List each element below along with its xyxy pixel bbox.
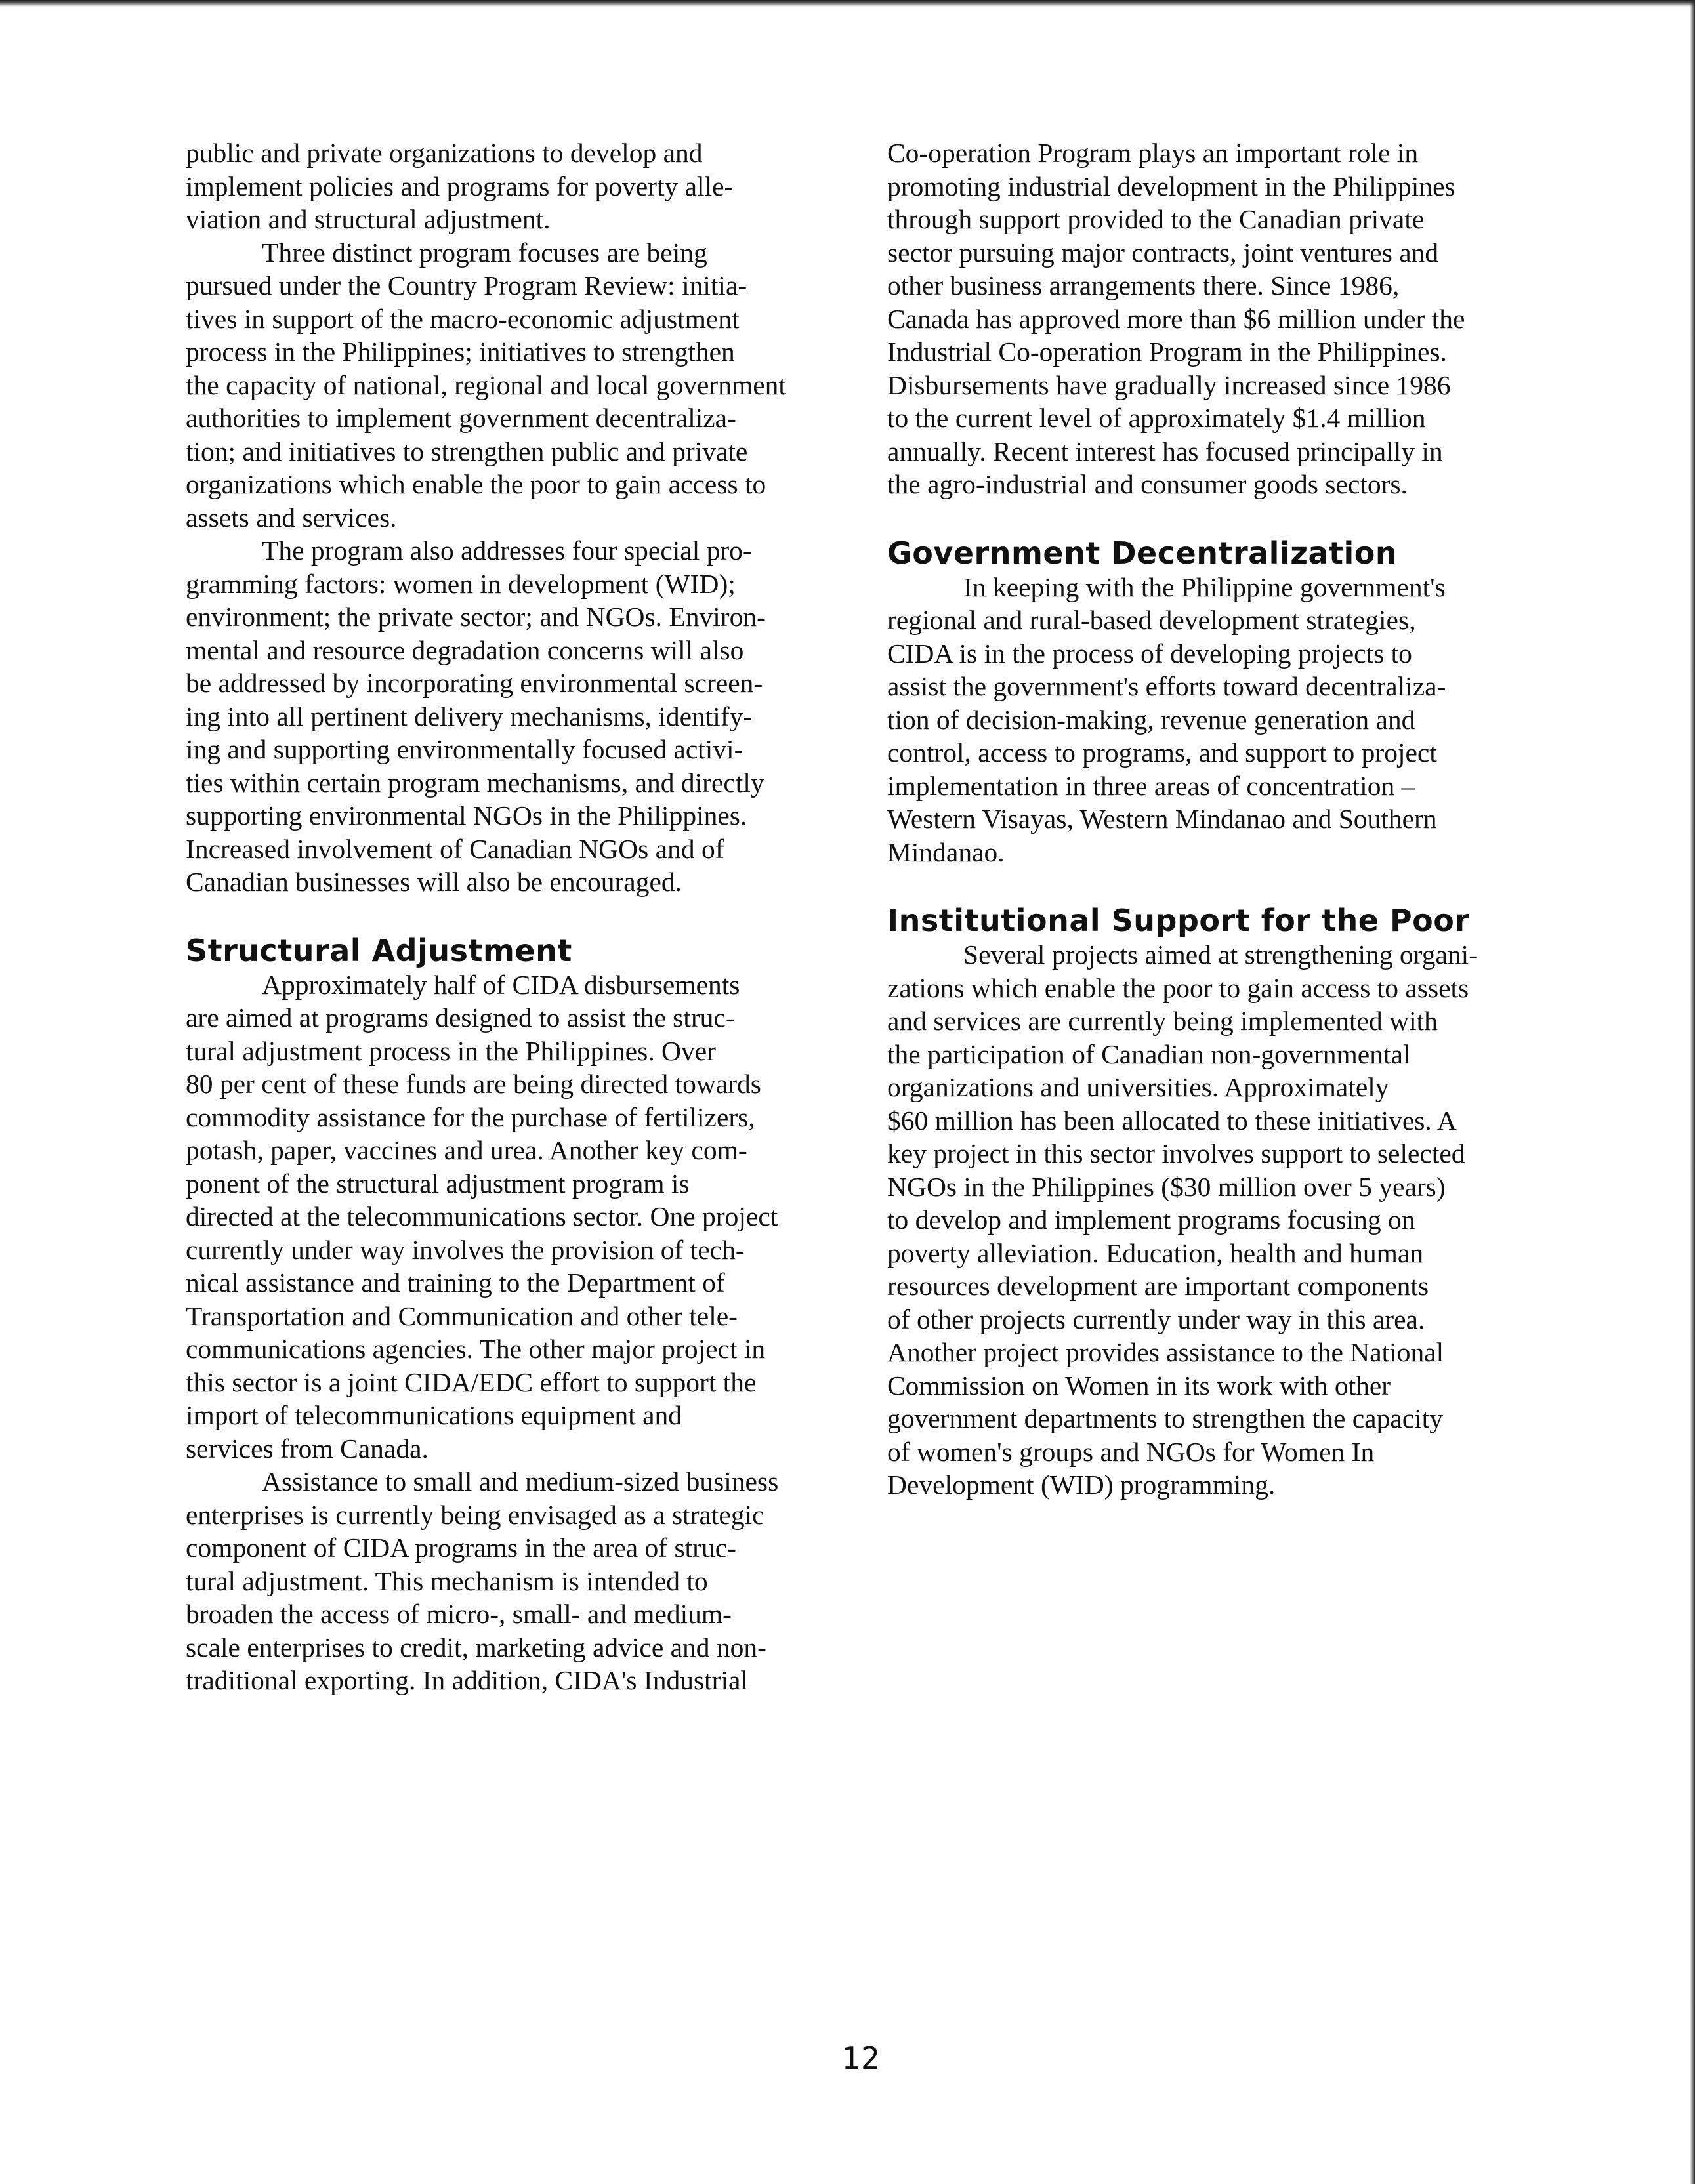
paragraph	[186, 236, 842, 535]
text-line: sector pursuing major contracts, joint ventures and	[887, 237, 1439, 268]
text-line: $60 million has been allocated to these initiatives. A	[887, 1105, 1457, 1136]
text-line: control, access to programs, and support to project	[887, 737, 1437, 768]
text-line: the participation of Canadian non-governmental	[887, 1039, 1411, 1069]
text-line: component of CIDA programs in the area of struc-	[186, 1533, 736, 1563]
text-line: implement policies and programs for poverty alle-	[186, 171, 734, 201]
text-line: Development (WID) programming.	[887, 1470, 1276, 1500]
section-heading: Structural Adjustment	[186, 932, 572, 968]
text-line: Three distinct program focuses are being	[262, 237, 707, 268]
text-line: supporting environmental NGOs in the Philippines.	[186, 800, 747, 831]
text-line: poverty alleviation. Education, health and human	[887, 1237, 1424, 1268]
text-line: traditional exporting. In addition, CIDA's Industrial	[186, 1665, 748, 1695]
text-line: Mindanao.	[887, 836, 1005, 867]
text-line: ties within certain program mechanisms, and directly	[186, 767, 764, 798]
text-line: of other projects currently under way in this area.	[887, 1304, 1425, 1334]
text-line: 80 per cent of these funds are being directed towards	[186, 1069, 761, 1099]
scan-edge-right	[1690, 0, 1695, 2184]
text-line: Transportation and Communication and other tele-	[186, 1300, 738, 1331]
text-line: enterprises is currently being envisaged as a strategic	[186, 1499, 764, 1530]
text-line: Commission on Women in its work with other	[887, 1370, 1391, 1401]
text-line: are aimed at programs designed to assist the struc-	[186, 1002, 735, 1033]
text-line: of women's groups and NGOs for Women In	[887, 1436, 1375, 1467]
text-line: tion; and initiatives to strengthen public and private	[186, 436, 748, 466]
text-line: to develop and implement programs focusing on	[887, 1205, 1415, 1235]
text-line: Canada has approved more than $6 million under the	[887, 303, 1465, 334]
section-heading: Government Decentralization	[887, 535, 1398, 571]
text-line: Industrial Co-operation Program in the Philippines.	[887, 337, 1447, 367]
text-line: CIDA is in the process of developing projects to	[887, 638, 1412, 669]
text-line: regional and rural-based development strategies,	[887, 605, 1416, 635]
text-line: resources development are important components	[887, 1271, 1429, 1301]
page-number: 12	[841, 2040, 881, 2076]
text-line: organizations which enable the poor to gain access to	[186, 469, 766, 499]
text-line: Canadian businesses will also be encouraged.	[186, 867, 682, 897]
text-line: potash, paper, vaccines and urea. Another key com-	[186, 1135, 747, 1165]
text-line: nical assistance and training to the Department of	[186, 1267, 725, 1298]
text-line: other business arrangements there. Since 1986,	[887, 270, 1400, 300]
text-line: tural adjustment. This mechanism is intended to	[186, 1565, 708, 1596]
text-line: key project in this sector involves support to selected	[887, 1138, 1465, 1168]
text-line: Disbursements have gradually increased since 1986	[887, 369, 1451, 400]
text-line: Approximately half of CIDA disbursements	[262, 969, 740, 1000]
paragraph	[887, 938, 1543, 1502]
text-line: tion of decision-making, revenue generation and	[887, 704, 1415, 735]
text-line: environment; the private sector; and NGOs. Environ-	[186, 602, 766, 632]
text-line: Co-operation Program plays an important role in	[887, 138, 1419, 168]
text-line: Western Visayas, Western Mindanao and Southern	[887, 804, 1437, 834]
text-line: organizations and universities. Approximately	[887, 1072, 1389, 1102]
text-line: tives in support of the macro-economic adjustment	[186, 303, 740, 334]
text-line: be addressed by incorporating environmental screen-	[186, 668, 763, 698]
paragraph	[186, 136, 842, 236]
text-line: the agro-industrial and consumer goods sectors.	[887, 469, 1408, 499]
text-line: annually. Recent interest has focused principally in	[887, 436, 1443, 466]
paragraph	[887, 136, 1543, 501]
right-column	[887, 136, 1543, 1502]
text-line: ing into all pertinent delivery mechanisms, identify-	[186, 701, 753, 731]
text-line: In keeping with the Philippine government's	[963, 571, 1446, 602]
left-column	[186, 136, 842, 1697]
text-line: authorities to implement government decentraliza-	[186, 403, 736, 433]
paragraph	[887, 571, 1543, 869]
text-line: communications agencies. The other major project in	[186, 1334, 766, 1364]
text-line: directed at the telecommunications sector. One project	[186, 1201, 778, 1231]
text-line: Several projects aimed at strengthening organi-	[963, 939, 1478, 970]
scan-edge-top	[0, 0, 1695, 7]
text-line: tural adjustment process in the Philippines. Over	[186, 1035, 716, 1066]
text-line: scale enterprises to credit, marketing advice and non-	[186, 1632, 766, 1662]
paragraph	[186, 534, 842, 899]
text-line: the capacity of national, regional and local government	[186, 369, 786, 400]
text-line: implementation in three areas of concentration –	[887, 770, 1415, 801]
text-line: services from Canada.	[186, 1433, 429, 1464]
paragraph	[186, 968, 842, 1466]
text-line: The program also addresses four special pro-	[262, 535, 752, 566]
text-line: ponent of the structural adjustment program is	[186, 1168, 690, 1199]
text-line: commodity assistance for the purchase of fertilizers,	[186, 1102, 755, 1132]
text-line: mental and resource degradation concerns will also	[186, 634, 744, 665]
text-line: this sector is a joint CIDA/EDC effort to support the	[186, 1367, 757, 1397]
text-line: pursued under the Country Program Review: initia-	[186, 270, 747, 300]
text-line: import of telecommunications equipment and	[186, 1400, 682, 1430]
text-line: Increased involvement of Canadian NGOs and of	[186, 833, 724, 864]
text-line: through support provided to the Canadian private	[887, 204, 1425, 234]
text-line: NGOs in the Philippines ($30 million over 5 years)	[887, 1171, 1446, 1202]
text-line: and services are currently being implemented with	[887, 1006, 1438, 1036]
text-line: zations which enable the poor to gain access to assets	[887, 972, 1469, 1003]
paragraph	[186, 1465, 842, 1697]
text-line: promoting industrial development in the Philippines	[887, 171, 1455, 201]
text-line: Another project provides assistance to the National	[887, 1337, 1444, 1367]
text-line: currently under way involves the provision of tech-	[186, 1234, 745, 1265]
text-line: assets and services.	[186, 502, 397, 533]
section-heading: Institutional Support for the Poor	[887, 903, 1470, 938]
text-line: public and private organizations to develop and	[186, 138, 703, 168]
text-line: to the current level of approximately $1.4 million	[887, 403, 1426, 433]
text-line: process in the Philippines; initiatives to strengthen	[186, 337, 735, 367]
text-line: broaden the access of micro-, small- and medium-	[186, 1599, 732, 1629]
text-line: government departments to strengthen the capacity	[887, 1403, 1444, 1433]
text-line: assist the government's efforts toward decentraliza-	[887, 671, 1446, 701]
text-line: gramming factors: women in development (WID);	[186, 568, 736, 599]
text-line: Assistance to small and medium-sized business	[262, 1466, 779, 1496]
text-line: ing and supporting environmentally focused activi-	[186, 734, 743, 764]
text-line: viation and structural adjustment.	[186, 204, 551, 234]
